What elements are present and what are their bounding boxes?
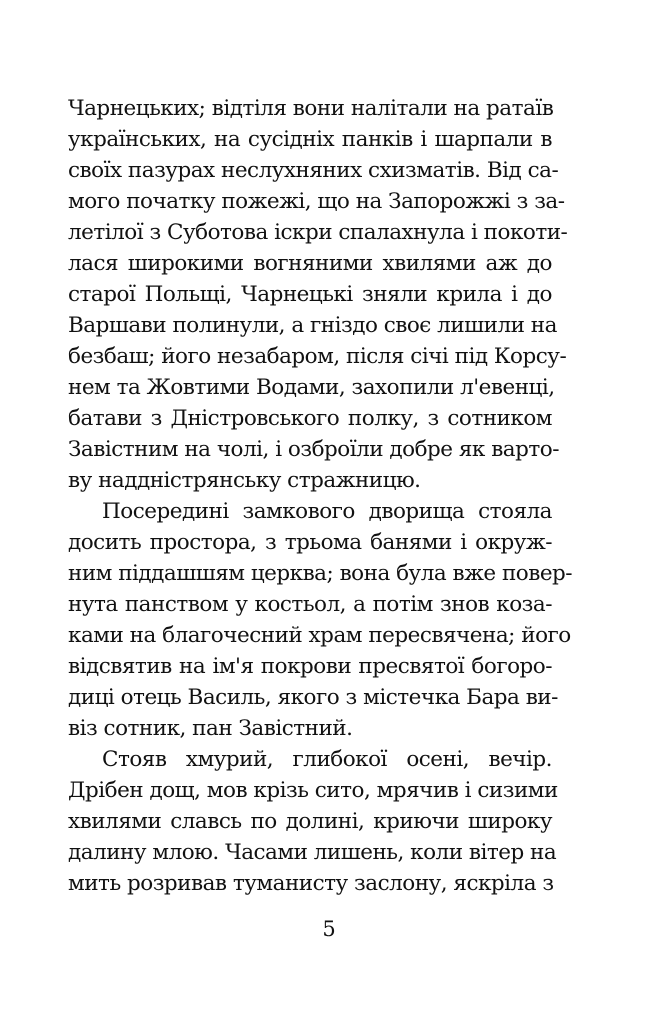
- paragraph-2: [68, 496, 573, 744]
- text-line: Посередині замкового дворища стояла: [102, 499, 552, 524]
- text-line: ним піддашшям церква; вона була вже повер-: [68, 561, 573, 586]
- text-line: Дрібен дощ, мов крізь сито, мрячив і сизими: [68, 778, 558, 803]
- text-line: ками на благочесний храм пересвячена; його: [68, 623, 571, 648]
- text-line: лася широкими вогняними хвилями аж до: [68, 251, 552, 276]
- text-line: Завістним на чолі, і озброїли добре як варто-: [68, 437, 559, 462]
- text-line: ву наддністрянську стражницю.: [68, 468, 421, 493]
- text-line: нем та Жовтими Водами, захопили л'евенці,: [68, 375, 555, 400]
- text-line: віз сотник, пан Завістний.: [68, 716, 353, 741]
- text-line: досить простора, з трьома банями і окруж-: [68, 530, 552, 555]
- text-line: нута панством у костьол, а потім знов коза-: [68, 592, 552, 617]
- text-line: Чарнецьких; відтіля вони налітали на ратаїв: [68, 96, 554, 121]
- text-line: мого початку пожежі, що на Запорожжі з за-: [68, 189, 565, 214]
- text-line: своїх пазурах неслухняних схизматів. Від са-: [68, 158, 559, 183]
- text-line: диці отець Василь, якого з містечка Бара ви-: [68, 685, 558, 710]
- paragraph-3: [68, 744, 558, 899]
- text-line: хвилями славсь по долині, криючи широку: [68, 809, 552, 834]
- text-line: старої Польщі, Чарнецькі зняли крила і до: [68, 282, 552, 307]
- text-line: мить розривав туманисту заслону, яскріла з: [68, 871, 554, 896]
- text-line: Варшави полинули, а гніздо своє лишили на: [68, 313, 557, 338]
- paragraph-1: [68, 93, 568, 496]
- page-number: 5: [322, 917, 336, 941]
- text-line: далину млою. Часами лишень, коли вітер на: [68, 840, 557, 865]
- text-line: українських, на сусідніх панків і шарпали в: [68, 127, 552, 152]
- page-body: [68, 93, 573, 899]
- text-line: безбаш; його незабаром, після січі під Корсу-: [68, 344, 567, 369]
- text-line: батави з Дністровського полку, з сотником: [68, 406, 552, 431]
- text-line: летілої з Суботова іскри спалахнула і покоти-: [68, 220, 568, 245]
- text-line: відсвятив на ім'я покрови пресвятої богоро-: [68, 654, 552, 679]
- text-line: Стояв хмурий, глибокої осені, вечір.: [102, 747, 552, 772]
